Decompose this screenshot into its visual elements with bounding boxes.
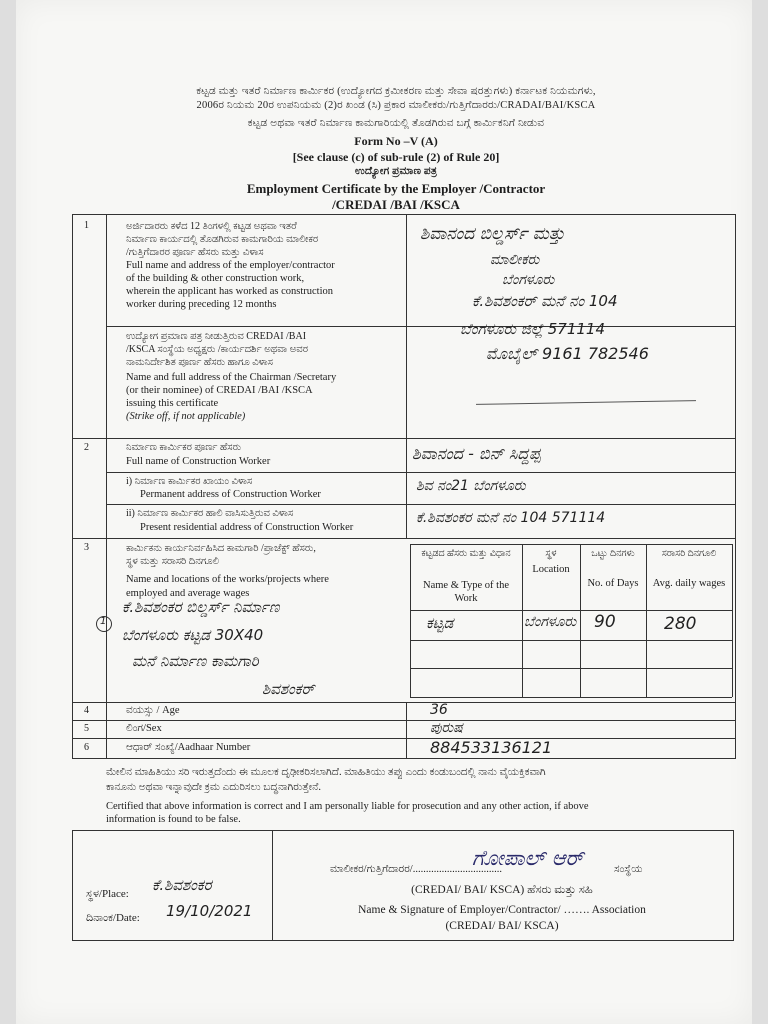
grid-line	[72, 702, 736, 703]
handwritten-days: 90	[594, 612, 616, 632]
inner-table-line	[410, 544, 732, 545]
grid-line	[72, 214, 736, 215]
owner-label-end: ಸಂಸ್ಥೆಯ	[614, 864, 643, 875]
grid-line	[406, 214, 407, 538]
works-label-en: Name and locations of the works/projects where	[126, 574, 329, 585]
chairman-label-kn: ಉದ್ಯೋಗ ಪ್ರಮಾಣ ಪತ್ರ ನೀಡುತ್ತಿರುವ CREDAI /BAI	[126, 331, 307, 342]
form-number: Form No –V (A)	[354, 134, 438, 148]
chairman-label-kn: /KSCA ಸಂಸ್ಥೆಯ ಅಧ್ಯಕ್ಷರು /ಕಾರ್ಯದರ್ಶಿ ಅಥವಾ ಅವರ	[126, 344, 309, 355]
row-number: 3	[84, 542, 89, 553]
handwritten-permanent-address: ಶಿವ ನಂ21 ಬೆಂಗಳೂರು	[416, 478, 526, 494]
works-label-en: employed and average wages	[126, 588, 250, 599]
grid-line	[72, 720, 736, 721]
date-label: ದಿನಾಂಕ/Date:	[86, 912, 140, 924]
employer-label-en: Full name and address of the employer/contractor	[126, 260, 335, 271]
inner-table-line	[410, 544, 411, 697]
chairman-label-en: (or their nominee) of CREDAI /BAI /KSCA	[126, 385, 313, 396]
header-purpose-line: ಕಟ್ಟಡ ಅಥವಾ ಇತರೆ ನಿರ್ಮಾಣ ಕಾಮಗಾರಿಯಲ್ಲಿ ತೊಡಗಿರುವ ಬಗ್ಗೆ ಕಾರ್ಮಿಕನಿಗೆ ನೀಡುವ	[247, 118, 545, 129]
handwritten-employer: ಶಿವಾನಂದ ಬಿಲ್ಡರ್ಸ್ ಮತ್ತು	[420, 224, 565, 244]
organisation-en: (CREDAI/ BAI/ KSCA)	[445, 920, 559, 932]
handwritten-employer: ಕೆ.ಶಿವಶಂಕರ್ ಮನೆ ನಂ 104	[472, 292, 618, 310]
chairman-label-en: issuing this certificate	[126, 398, 219, 409]
worker-name-label-en: Full name of Construction Worker	[126, 456, 271, 467]
row-number: 4	[84, 705, 89, 716]
inner-table-line	[522, 544, 523, 697]
handwritten-wage: 280	[664, 614, 697, 634]
row-number: 6	[84, 742, 89, 753]
employer-label-kn: /ಗುತ್ತಿಗೆದಾರರ ಪೂರ್ಣ ಹೆಸರು ಮತ್ತು ವಿಳಾಸ	[126, 247, 264, 258]
certification-kn: ಮೇಲಿನ ಮಾಹಿತಿಯು ಸರಿ ಇರುತ್ತದೆಂದು ಈ ಮೂಲಕ ದೃಢೀಕರಿಸಲಾಗಿದೆ. ಮಾಹಿತಿಯು ತಪ್ಪು ಎಂದು ಕಂಡುಬಂದಲ್ಲಿ ನಾನು ವೈಯಕ್ತಿಕವಾಗಿ	[106, 767, 546, 778]
signature-caption: Name & Signature of Employer/Contractor/ ……. Association	[358, 904, 646, 916]
employer-label-en: wherein the applicant has worked as construction	[126, 286, 334, 297]
grid-line	[72, 438, 736, 439]
inner-table-line	[410, 697, 732, 698]
handwritten-works: ಕೆ.ಶಿವಶಂಕರ ಬಿಲ್ಡರ್ಸ್ ನಿರ್ಮಾಣ	[122, 598, 280, 616]
row-number: 2	[84, 442, 89, 453]
col-header-location: Location	[532, 564, 570, 575]
form-clause: [See clause (c) of sub-rule (2) of Rule 20]	[292, 150, 500, 164]
inner-table-line	[410, 610, 732, 611]
header-rules-line: ಕಟ್ಟಡ ಮತ್ತು ಇತರೆ ನಿರ್ಮಾಣ ಕಾರ್ಮಿಕರ (ಉದ್ಯೋಗದ ಕ್ರಮೀಕರಣ ಮತ್ತು ಸೇವಾ ಷರತ್ತುಗಳು) ಕರ್ನಾಟಕ ನಿಯಮಗಳು,	[196, 86, 596, 97]
place-label: ಸ್ಥಳ/Place:	[86, 888, 129, 900]
handwritten-work-type: ಕಟ್ಟಡ	[426, 614, 454, 632]
chairman-label-kn: ನಾಮನಿರ್ದೇಶಿತ ಪೂರ್ಣ ಹೆಸರು ಹಾಗೂ ವಿಳಾಸ	[126, 357, 273, 368]
certification-en: Certified that above information is correct and I am personally liable for prosecution and any other action, if above	[106, 801, 589, 812]
grid-line	[106, 472, 736, 473]
col-header-days: No. of Days	[587, 578, 639, 589]
grid-line	[72, 538, 736, 539]
grid-line	[106, 214, 107, 758]
grid-line	[106, 504, 736, 505]
handwritten-employer: ಬೆಂಗಳೂರು ಜಿಲ್ಲೆ 571114	[460, 320, 606, 338]
age-label: ವಯಸ್ಸು / Age	[126, 705, 180, 716]
form-sheet	[16, 0, 752, 1024]
organisation-kn: (CREDAI/ BAI/ KSCA) ಹೆಸರು ಮತ್ತು ಸಹಿ	[411, 884, 593, 896]
works-label-kn: ಕಾರ್ಮಿಕನು ಕಾರ್ಯನಿರ್ವಹಿಸಿದ ಕಾಮಗಾರಿ /ಪ್ರಾಜೆಕ್ಟ್ ಹೆಸರು,	[126, 543, 316, 554]
header-rule-clause-line: 2006ರ ನಿಯಮ 20ರ ಉಪನಿಯಮ (2)ರ ಖಂಡ (ಸಿ) ಪ್ರಕಾರ ಮಾಲೀಕರು/ಗುತ್ತಿಗೆದಾರರು/CRADAI/BAI/KSCA	[196, 100, 596, 111]
footer-box-line	[733, 830, 734, 940]
handwritten-circle-number: 1	[100, 616, 107, 627]
grid-line	[406, 702, 407, 758]
sex-label: ಲಿಂಗ/Sex	[126, 723, 162, 734]
grid-line	[106, 326, 736, 327]
row-number: 5	[84, 723, 89, 734]
inner-table-line	[580, 544, 581, 697]
col-header-wages: Avg. daily wages	[652, 578, 726, 589]
inner-table-line	[410, 640, 732, 641]
grid-line	[72, 738, 736, 739]
handwritten-works: ಮನೆ ನಿರ್ಮಾಣ ಕಾಮಗಾರಿ	[132, 652, 259, 670]
handwritten-place: ಕೆ.ಶಿವಶಂಕರ	[152, 876, 212, 894]
handwritten-location: ಬೆಂಗಳೂರು	[524, 614, 577, 630]
permanent-address-label-en: Permanent address of Construction Worker	[140, 489, 321, 500]
chairman-label-en: Name and full address of the Chairman /Secretary	[126, 372, 337, 383]
strike-off-note: (Strike off, if not applicable)	[126, 411, 246, 422]
aadhaar-label: ಆಧಾರ್ ಸಂಖ್ಯೆ/Aadhaar Number	[126, 742, 251, 753]
handwritten-works: ಬೆಂಗಳೂರು ಕಟ್ಟಡ 30X40	[122, 626, 264, 644]
handwritten-works: ಶಿವಶಂಕರ್	[262, 680, 315, 698]
certification-en: information is found to be false.	[106, 814, 241, 825]
col-header-work-kn: ಕಟ್ಟಡದ ಹೆಸರು ಮತ್ತು ವಿಧಾನ	[421, 549, 511, 559]
handwritten-worker-name: ಶಿವಾನಂದ - ಬಿನ್ ಸಿದ್ದಪ್ಪ	[412, 444, 541, 463]
handwritten-owner-signature: ಗೋಪಾಲ್ ಆರ್	[472, 846, 584, 870]
col-header-work: Name & Type of the Work	[423, 580, 509, 604]
grid-line	[72, 758, 736, 759]
footer-box-line	[72, 830, 734, 831]
handwritten-age: 36	[430, 702, 448, 718]
col-header-location-kn: ಸ್ಥಳ	[545, 549, 557, 559]
col-header-days-kn: ಒಟ್ಟು ದಿನಗಳು	[591, 549, 635, 559]
handwritten-date: 19/10/2021	[166, 902, 253, 920]
employer-label-kn: ಅರ್ಜಿದಾರರು ಕಳೆದ 12 ತಿಂಗಳಲ್ಲಿ ಕಟ್ಟಡ ಅಥವಾ ಇತರೆ	[126, 221, 297, 232]
worker-name-label-kn: ನಿರ್ಮಾಣ ಕಾರ್ಮಿಕರ ಪೂರ್ಣ ಹೆಸರು	[126, 442, 242, 453]
employer-label-en: of the building & other construction work,	[126, 273, 305, 284]
col-header-wages-kn: ಸರಾಸರಿ ದಿನಗೂಲಿ	[661, 549, 717, 559]
row-number: 1	[84, 220, 89, 231]
kannada-title: ಉದ್ಯೋಗ ಪ್ರಮಾಣ ಪತ್ರ	[354, 166, 438, 177]
grid-line	[72, 214, 73, 758]
employer-label-en: worker during preceding 12 months	[126, 299, 277, 310]
footer-box-line	[72, 940, 734, 941]
owner-label: ಮಾಲೀಕರ/ಗುತ್ತಿಗೆದಾರರ/..................................	[330, 864, 502, 875]
footer-box-line	[72, 830, 73, 940]
permanent-address-label-kn: i) ನಿರ್ಮಾಣ ಕಾರ್ಮಿಕರ ಖಾಯಂ ವಿಳಾಸ	[126, 476, 253, 487]
handwritten-present-address: ಕೆ.ಶಿವಶಂಕರ ಮನೆ ನಂ 104 571114	[416, 510, 606, 526]
handwritten-aadhaar: 884533136121	[430, 738, 553, 757]
certification-kn: ಕಾನೂನು ಅಥವಾ ಇನ್ನಾವುದೇ ಕ್ರಮ ಎದುರಿಸಲು ಬದ್ಧನಾಗಿರುತ್ತೇನೆ.	[106, 782, 321, 793]
present-address-label-kn: ii) ನಿರ್ಮಾಣ ಕಾರ್ಮಿಕರ ಹಾಲಿ ವಾಸಿಸುತ್ತಿರುವ ವಿಳಾಸ	[126, 508, 294, 519]
present-address-label-en: Present residential address of Construction Worker	[140, 522, 354, 533]
handwritten-employer: ಬೆಂಗಳೂರು	[502, 272, 555, 288]
inner-table-line	[732, 544, 733, 697]
handwritten-employer: ಮಾಲೀಕರು	[490, 252, 540, 268]
inner-table-line	[410, 668, 732, 669]
handwritten-sex: ಪುರುಷ	[430, 720, 463, 736]
grid-line	[735, 214, 736, 758]
signature-line	[476, 400, 696, 405]
inner-table-line	[646, 544, 647, 697]
employer-label-kn: ನಿರ್ಮಾಣ ಕಾರ್ಯದಲ್ಲಿ ತೊಡಗಿರುವ ಕಾಮಗಾರಿಯ ಮಾಲೀಕರ	[126, 234, 319, 245]
form-subtitle: /CREDAI /BAI /KSCA	[332, 197, 460, 212]
form-title: Employment Certificate by the Employer /Contractor	[246, 181, 546, 196]
works-label-kn: ಸ್ಥಳ ಮತ್ತು ಸರಾಸರಿ ದಿನಗೂಲಿ	[126, 556, 219, 567]
handwritten-employer-phone: ಮೊಬೈಲ್ 9161 782546	[486, 344, 649, 363]
